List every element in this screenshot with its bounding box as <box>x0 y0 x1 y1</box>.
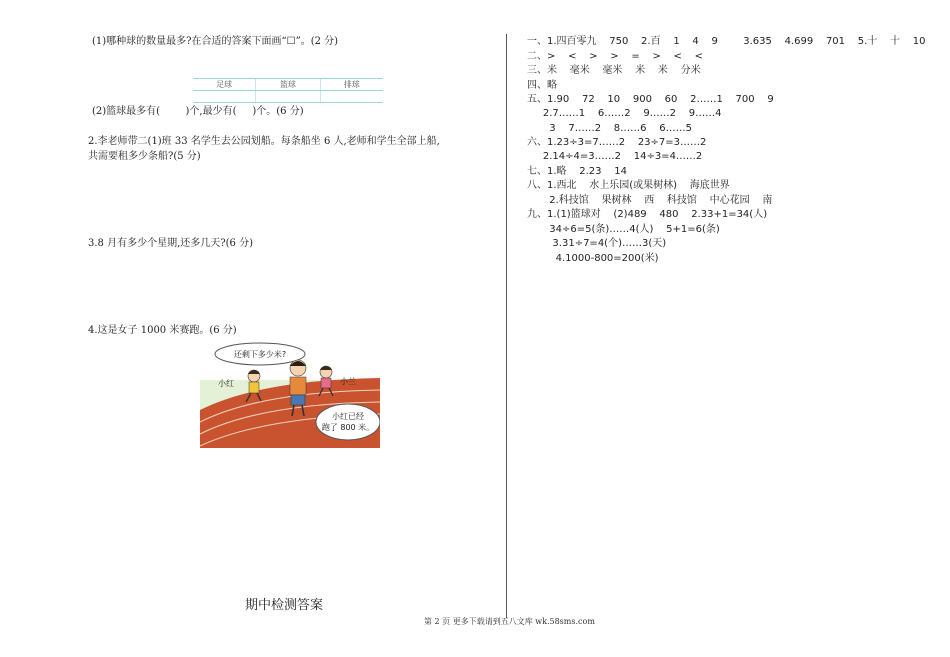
answer-line: 八、1.西北 水上乐园(或果树林) 海底世界 <box>527 180 730 191</box>
question-1-part-2: (2)篮球最多有( )个,最少有( )个。(6 分) <box>92 106 304 117</box>
answer-line: 七、1.略 2.23 14 <box>527 166 627 177</box>
label-xiaohong: 小红 <box>218 379 234 388</box>
answer-line: 3.31÷7=4(个)……3(天) <box>527 238 667 249</box>
answer-line: 三、米 毫米 毫米 米 米 分米 <box>527 65 701 76</box>
column-divider <box>506 34 507 618</box>
table-header-basketball: 篮球 <box>256 79 321 91</box>
table-header-football: 足球 <box>193 79 256 91</box>
bubble-right-line-2: 跑了 800 米。 <box>321 423 375 432</box>
table-header-volleyball: 排球 <box>320 79 383 91</box>
answer-line: 一、1.四百零九 750 2.百 1 4 9 3.635 4.699 701 5.十 十 10 <box>527 36 926 47</box>
answer-line: 2.科技馆 果树林 西 科技馆 中心花园 南 <box>527 195 773 206</box>
answer-line: 3 7……2 8……6 6……5 <box>527 123 692 134</box>
answer-line: 四、略 <box>527 80 557 91</box>
answer-line: 六、1.23÷3=7……2 23÷7=3……2 <box>527 137 707 148</box>
ball-count-table <box>193 78 383 103</box>
answer-line: 九、1.(1)篮球对 (2)489 480 2.33+1=34(人) <box>527 209 768 220</box>
question-4-text: 4.这是女子 1000 米赛跑。(6 分) <box>88 325 237 336</box>
speech-bubble-right <box>316 404 380 440</box>
question-2-line-2: 共需要租多少条船?(5 分) <box>88 151 201 162</box>
question-2-line-1: 2.李老师带二(1)班 33 名学生去公园划船。每条船坐 6 人,老师和学生全部上船, <box>88 136 440 147</box>
question-1-text: (1)哪种球的数量最多?在合适的答案下面画“☐”。(2 分) <box>92 36 339 47</box>
page-footer: 第 2 页 更多下载请到五八文库 wk.58sms.com <box>424 617 595 626</box>
answer-line: 二、> < > > = > < < <box>527 51 704 62</box>
answer-line: 34÷6=5(条)……4(人) 5+1=6(条) <box>527 224 720 235</box>
bubble-right-line-1: 小红已经 <box>332 412 364 421</box>
answer-line: 2.14÷4=3……2 14÷3=4……2 <box>527 151 703 162</box>
answer-line: 4.1000-800=200(米) <box>527 253 659 264</box>
answer-line: 2.7……1 6……2 9……2 9……4 <box>527 108 722 119</box>
race-illustration <box>200 340 380 448</box>
table-cell-volleyball <box>320 91 383 103</box>
table-cell-basketball <box>256 91 321 103</box>
bubble-top-text: 还剩下多少米? <box>233 350 287 359</box>
answer-line: 五、1.90 72 10 900 60 2……1 700 9 <box>527 94 774 105</box>
table-cell-football <box>193 91 256 103</box>
question-3-text: 3.8 月有多少个星期,还多几天?(6 分) <box>88 238 253 249</box>
section-title: 期中检测答案 <box>245 598 324 613</box>
label-xiaolan: 小兰 <box>340 377 356 386</box>
